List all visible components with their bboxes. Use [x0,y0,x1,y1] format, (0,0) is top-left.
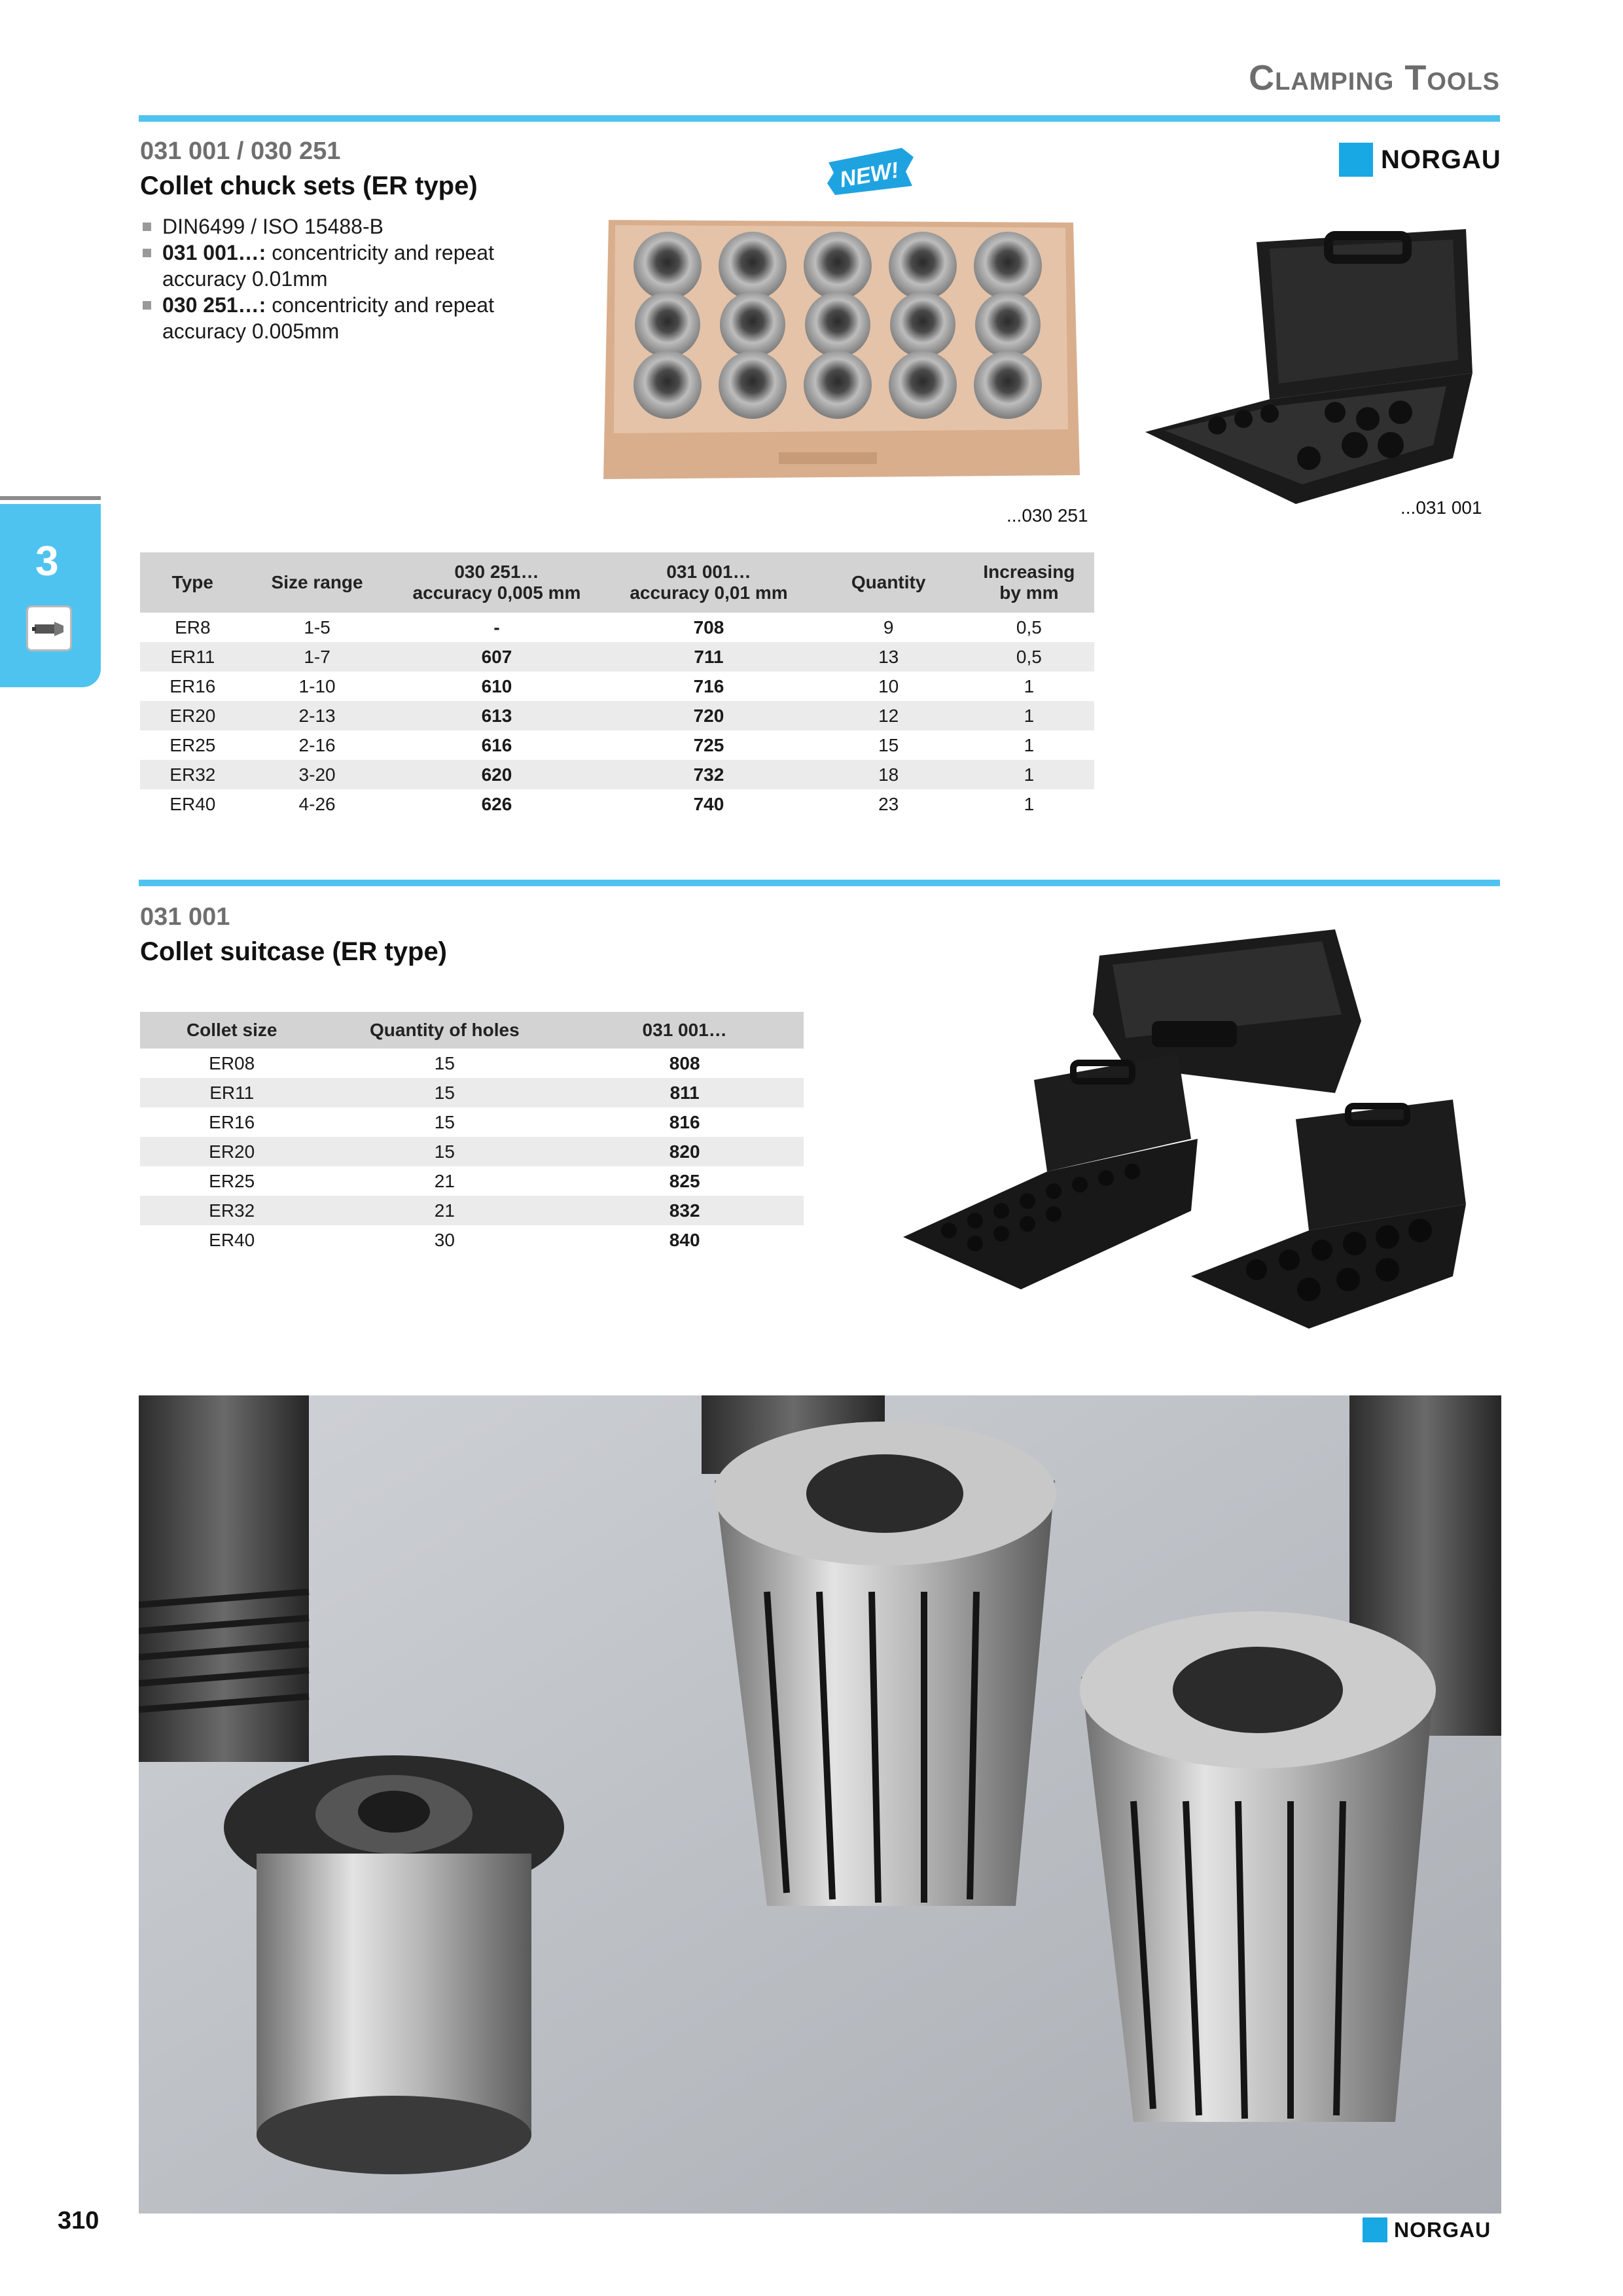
brand-square-icon [1339,143,1373,177]
header-rule [139,115,1500,122]
table-row: ER11 1-7 607 711 13 0,5 [140,642,1094,672]
feature-item: DIN6499 / ISO 15488-B [140,213,559,240]
collet-set-box-image [596,213,1080,488]
suitcases-image [890,923,1479,1355]
collets-photo [139,1395,1501,2214]
table-row: ER25 21 825 [209,1170,700,1191]
col-collet-size: Collet size [140,1012,323,1049]
product2-title: Collet suitcase (ER type) [140,937,448,966]
new-badge-text: NEW! [838,157,901,192]
product2-code: 031 001 [140,903,230,931]
section2-rule [139,880,1500,886]
brand-square-icon [1363,2217,1387,2242]
brand-logo [1339,143,1501,177]
table-row: ER40 4-26 626 740 23 1 [169,793,1035,814]
table-row: ER32 21 832 [140,1196,804,1225]
footer-brand-name: NORGAU [1394,2217,1491,2242]
table-row: ER20 15 820 [140,1137,804,1166]
col-031001: 031 001… [565,1012,804,1049]
product1-code: 031 001 / 030 251 [140,137,341,165]
product1-features [140,213,559,344]
section-title: Clamping Tools [1249,58,1500,98]
col-quantity-holes: Quantity of holes [323,1012,565,1049]
feature-item: 030 251…: concentricity and repeat accuracy 0.005mm [140,292,559,344]
table-row: ER16 1-10 610 716 10 1 [169,675,1035,696]
caption-case: ...031 001 [1400,497,1482,518]
chapter-number: 3 [35,537,59,584]
table-row: ER08 15 808 [209,1052,700,1073]
caption-box: ...030 251 [1007,505,1088,526]
collet-suitcase-table [140,1012,804,1255]
collet-case-image [1139,223,1479,530]
new-badge [825,145,916,198]
col-type: Type [140,552,245,613]
page-number: 310 [58,2207,99,2234]
table-row: ER11 15 811 [140,1078,804,1107]
table-row: ER16 15 816 [209,1111,700,1132]
table-row: ER25 2-16 616 725 15 1 [169,734,1035,755]
table-row: ER32 3-20 620 732 18 1 [140,760,1094,789]
col-increasing: Increasing by mm [964,552,1094,613]
chapter-tab[interactable] [0,504,101,687]
collet-chuck-sets-table [140,552,1094,819]
col-quantity: Quantity [813,552,964,613]
brand-name: NORGAU [1381,145,1501,174]
table-row: ER8 1-5 - 708 9 0,5 [175,617,1042,637]
footer-brand-logo [1363,2217,1491,2242]
col-size-range: Size range [245,552,389,613]
tool-holder-icon [26,605,72,651]
col-030251: 030 251… accuracy 0,005 mm [389,552,605,613]
feature-item: 031 001…: concentricity and repeat accuracy 0.01mm [140,240,559,292]
chapter-tab-line [0,496,101,500]
col-031001: 031 001… accuracy 0,01 mm [604,552,813,613]
product1-title: Collet chuck sets (ER type) [140,171,478,200]
table-row: ER20 2-13 613 720 12 1 [140,701,1094,730]
table-row: ER40 30 840 [209,1229,700,1250]
